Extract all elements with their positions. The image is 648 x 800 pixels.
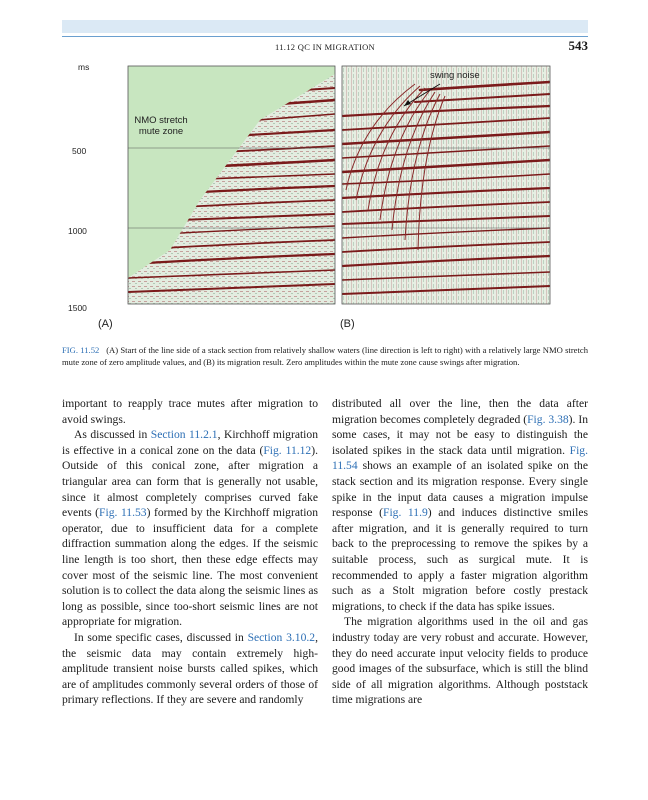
page-number: 543 <box>568 38 588 53</box>
panel-a-label: (A) <box>98 318 113 330</box>
y-tick-500: 500 <box>72 146 87 156</box>
link-section-11-2-1[interactable]: Section 11.2.1 <box>150 428 218 442</box>
y-axis-unit: ms <box>78 62 90 72</box>
header-band <box>62 20 588 33</box>
left-paragraph-2 <box>62 427 318 630</box>
right-column <box>332 396 588 708</box>
link-section-3-10-2[interactable]: Section 3.10.2 <box>247 630 316 644</box>
swing-noise-label: swing noise <box>430 70 480 81</box>
link-fig-11-9[interactable]: Fig. 11.9 <box>383 506 428 520</box>
link-fig-11-12[interactable]: Fig. 11.12 <box>263 443 312 457</box>
figure-11-52 <box>60 60 590 340</box>
header-rule <box>62 36 588 37</box>
left-column <box>62 396 318 708</box>
left-paragraph-3 <box>62 630 318 708</box>
link-fig-11-54[interactable]: Fig. 11.54 <box>332 443 588 473</box>
caption-label: FIG. 11.52 <box>62 345 100 355</box>
left-paragraph-1: important to reapply trace mutes after migration to avoid swings. <box>62 397 318 426</box>
link-fig-11-53[interactable]: Fig. 11.53 <box>99 506 147 520</box>
panel-b-label: (B) <box>340 318 355 330</box>
text-run: , the seismic data may contain extremely high-amplitude transient noise bursts called spikes, which are of amplitudes commonly several orders of those of primary reflections. If they are severe and randomly <box>62 630 318 707</box>
text-run: In some specific cases, discussed in <box>74 630 248 644</box>
text-run: shows an example of an isolated spike on the stack section and its migration response. Every single spike in the input data causes a migration impulse response ( <box>332 459 588 520</box>
mute-zone-label <box>130 115 192 137</box>
text-run: ). In some cases, it may not be easy to distinguish the isolated spikes in the stack data until migration. <box>332 412 588 457</box>
text-run: distributed all over the line, then the data after migration becomes completely degraded ( <box>332 397 588 426</box>
seismic-panels <box>60 60 590 320</box>
caption-text: (A) Start of the line side of a stack section from relatively shallow waters (line direction is left to right) with a relatively large NMO stretch mute zone of zero amplitude values, and (B) its migration result. Zero amplitudes within the mute zone cause swings after migration. <box>62 345 588 368</box>
text-run: ) formed by the Kirchhoff migration operator, due to insufficient data for a complete diffraction summation along the edges. If the seismic line length is too short, then these edge effects may cover most of the seismic line. The most convenient solution is to collect the data along the seismic lines as long as possible, since too-short seismic lines are not appropriate for migration. <box>62 506 319 629</box>
link-fig-3-38[interactable]: Fig. 3.38 <box>527 412 569 426</box>
figure-caption <box>62 344 588 369</box>
text-run: , Kirchhoff migration is effective in a conical zone on the data ( <box>62 428 319 457</box>
text-run: As discussed in <box>74 428 151 442</box>
panel-a <box>128 66 335 304</box>
y-tick-1000: 1000 <box>68 226 87 236</box>
right-paragraph-1 <box>332 396 588 614</box>
text-run: ) and induces distinctive smiles after migration, and it is generally required to turn back to the preprocessing to remove the spikes by a suitable process, such as surgical mute. It is recommended to apply a faster migration algorithm such as a Stolt migration before costly prestack migrations, to check if the data has spike issues. <box>332 506 589 613</box>
mute-zone-label-line1: NMO stretch <box>134 115 188 126</box>
y-tick-1500: 1500 <box>68 303 87 313</box>
mute-zone-label-line2: mute zone <box>138 126 184 137</box>
panel-b <box>342 66 550 304</box>
text-run: ). Outside of this conical zone, after migration a triangular area can form that is generally not usable, since it almost completely comprises curved fake events ( <box>62 443 318 520</box>
right-paragraph-2: The migration algorithms used in the oil and gas industry today are very robust and accurate. However, they do need accurate input velocity fields to produce good images of the subsurface, which is still the blind side of all migration algorithms. Although poststack time migrations are <box>332 615 588 707</box>
running-head: 11.12 QC IN MIGRATION <box>275 42 375 52</box>
